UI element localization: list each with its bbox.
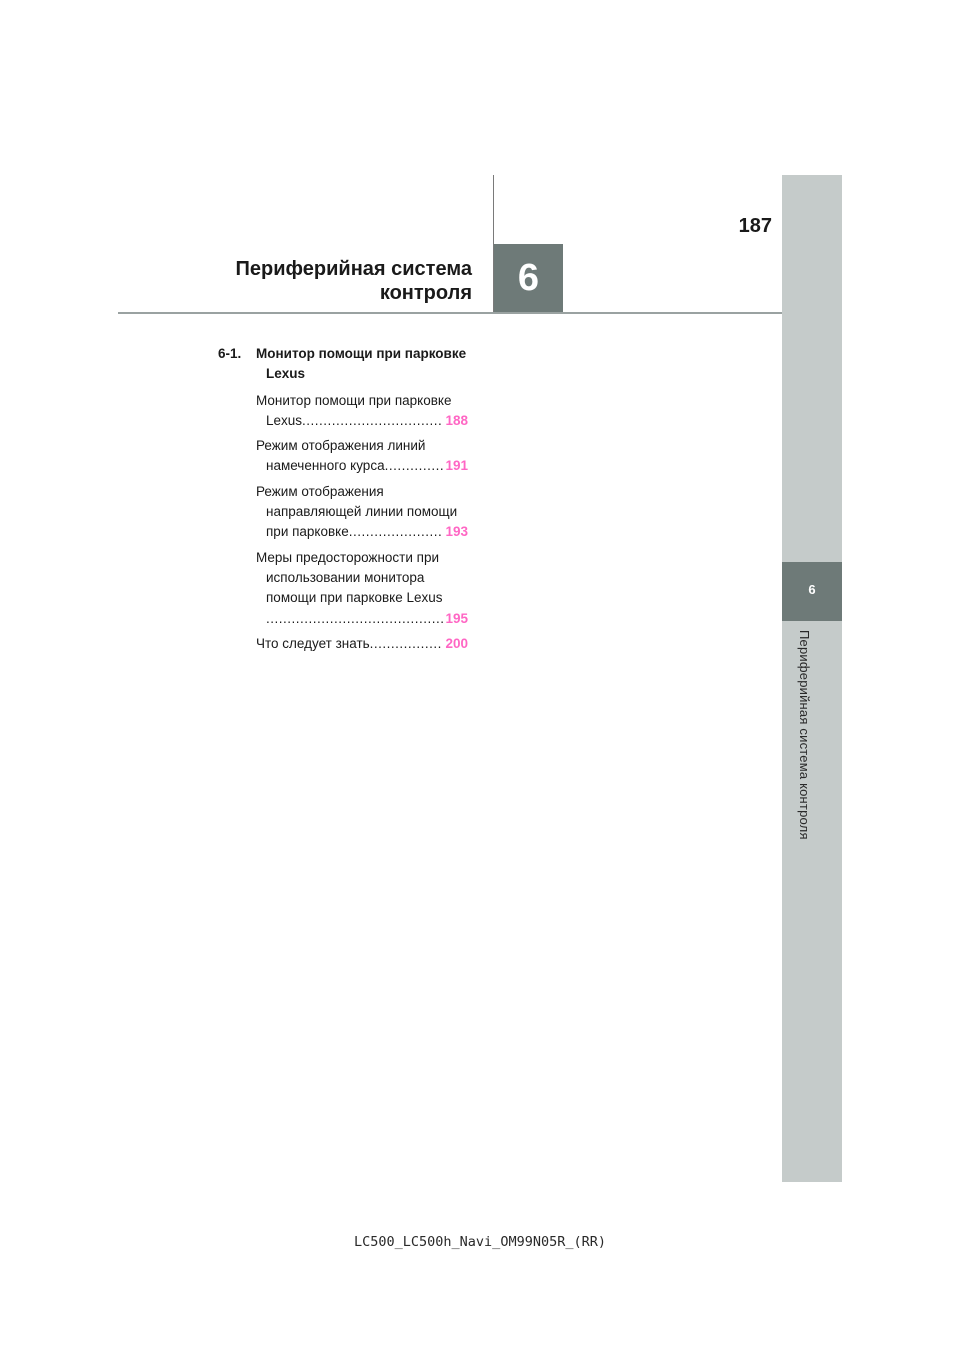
toc-section-number: 6-1. bbox=[218, 346, 242, 361]
toc-leader-dots bbox=[370, 634, 444, 654]
toc-entry-last-line bbox=[256, 609, 468, 629]
toc-entry-text: Монитор помощи при парковке bbox=[256, 392, 452, 408]
toc-entry[interactable] bbox=[218, 436, 468, 477]
toc-entry-text: Режим отображения линий bbox=[256, 438, 426, 454]
chapter-title-line-2: контроля bbox=[379, 282, 472, 304]
toc-entry-last-line bbox=[256, 522, 468, 542]
toc-entry-text: использовании монитора bbox=[266, 569, 425, 585]
toc-entry[interactable] bbox=[218, 391, 468, 432]
toc-entry-text: Что следует знать bbox=[256, 635, 370, 651]
toc-section-heading bbox=[218, 344, 468, 385]
toc-entry[interactable] bbox=[218, 548, 468, 629]
toc-page-link[interactable]: 200 bbox=[445, 635, 468, 651]
toc-page-link[interactable]: 195 bbox=[445, 610, 468, 626]
side-tab-chapter-number: 6 bbox=[808, 582, 816, 597]
chapter-title bbox=[180, 257, 472, 305]
table-of-contents bbox=[218, 344, 468, 659]
toc-entry-text: Lexus bbox=[266, 412, 303, 428]
chapter-number-box: 6 bbox=[494, 244, 563, 313]
toc-entry-text: направляющей линии помощи bbox=[266, 504, 458, 520]
toc-leader-dots bbox=[385, 456, 444, 476]
toc-page-link[interactable]: 191 bbox=[445, 458, 468, 474]
side-tab bbox=[782, 175, 842, 1182]
toc-entry-text: помощи при парковке Lexus bbox=[266, 590, 443, 606]
header-rule bbox=[118, 312, 782, 314]
toc-page-link[interactable]: 188 bbox=[445, 412, 468, 428]
toc-page-link[interactable]: 193 bbox=[445, 524, 468, 540]
chapter-title-line-1: Периферийная система bbox=[235, 258, 472, 280]
toc-entry-last-line bbox=[256, 634, 468, 654]
page-number: 187 bbox=[738, 215, 772, 237]
toc-section-title-line-1: Монитор помощи при парковке bbox=[256, 346, 467, 361]
toc-entry[interactable] bbox=[218, 634, 468, 654]
toc-leader-dots bbox=[266, 609, 443, 629]
toc-entry-text: Меры предосторожности при bbox=[256, 549, 440, 565]
side-tab-chapter-title: Периферийная система контроля bbox=[797, 630, 812, 840]
toc-entry-last-line bbox=[256, 411, 468, 431]
toc-entry-text: при парковке bbox=[266, 524, 349, 540]
toc-entry[interactable] bbox=[218, 482, 468, 543]
toc-leader-dots bbox=[349, 522, 444, 542]
toc-leader-dots bbox=[302, 411, 443, 431]
toc-entry-text: Режим отображения bbox=[256, 483, 384, 499]
document-code: LC500_LC500h_Navi_OM99N05R_(RR) bbox=[354, 1234, 606, 1250]
toc-entry-text: намеченного курса bbox=[266, 458, 385, 474]
toc-entry-last-line bbox=[256, 456, 468, 476]
toc-section-title-line-2: Lexus bbox=[266, 366, 306, 382]
